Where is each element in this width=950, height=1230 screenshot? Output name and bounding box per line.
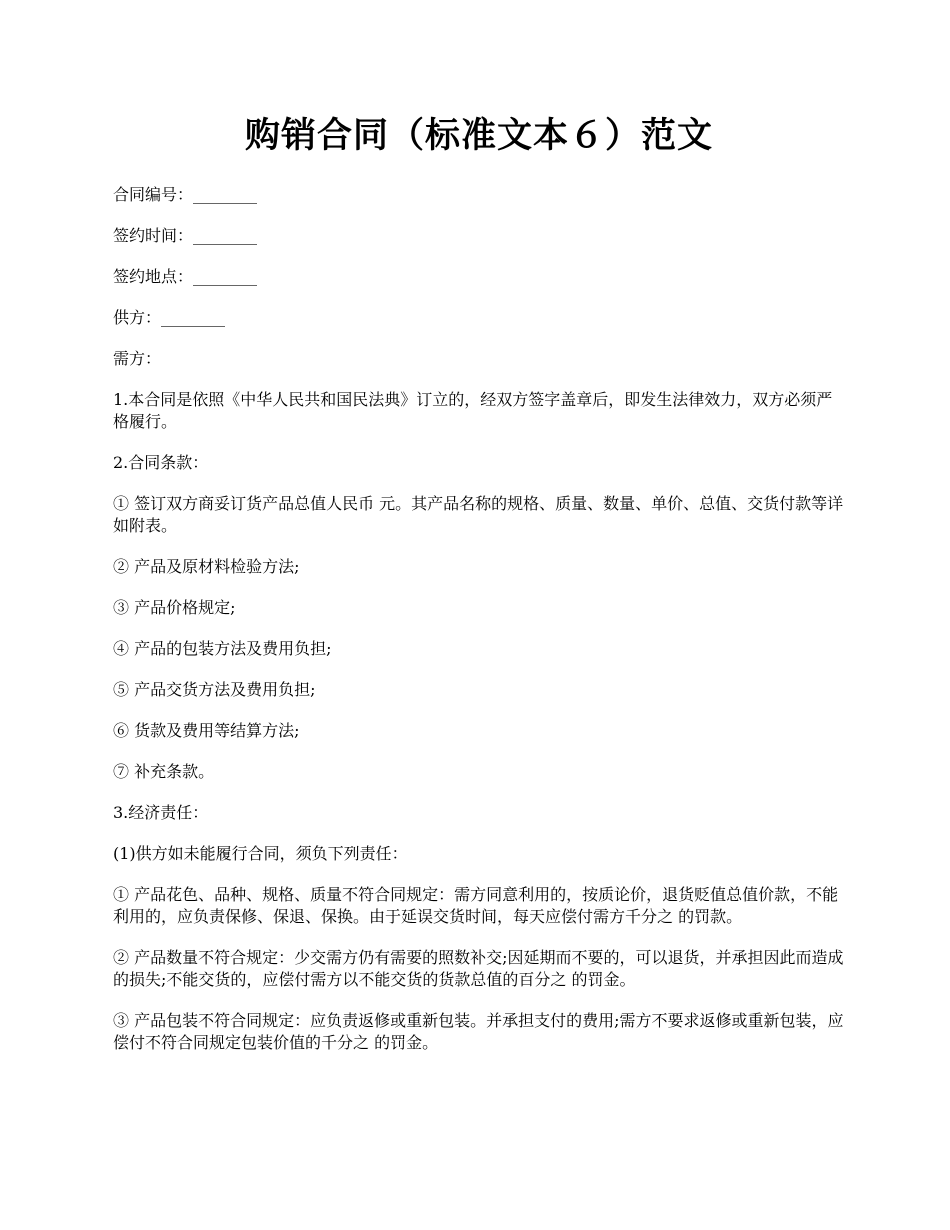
clause-2-heading: 2.合同条款： [113, 453, 209, 472]
clause-2-item: ③ 产品价格规定; [113, 598, 236, 617]
clause-1: 1.本合同是依照《中华人民共和国民法典》订立的，经双方签字盖章后，即发生法律效力，双方必须严格履行。 [113, 390, 833, 431]
clause-3-heading: 3.经济责任： [113, 803, 209, 822]
sign-place-field: 签约地点：________ [113, 267, 258, 286]
clause-3-item: ② 产品数量不符合规定：少交需方仍有需要的照数补交;因延期而不要的，可以退货，并承担因此而造成的损失;不能交货的，应偿付需方以不能交货的货款总值的百分之 的罚金。 [113, 948, 844, 989]
clause-2-item: ① 签订双方商妥订货产品总值人民币 元。其产品名称的规格、质量、数量、单价、总值、交货付款等详如附表。 [113, 494, 844, 535]
clause-3-item: ③ 产品包装不符合同规定：应负责返修或重新包装。并承担支付的费用;需方不要求返修或重新包装，应偿付不符合同规定包装价值的千分之 的罚金。 [113, 1011, 844, 1052]
clause-3-sub1-heading: (1)供方如未能履行合同，须负下列责任： [113, 844, 408, 863]
supplier-field: 供方：________ [113, 308, 226, 327]
buyer-field: 需方： [113, 349, 162, 368]
document-page [113, 110, 845, 1073]
clause-2-item: ⑦ 补充条款。 [113, 762, 215, 781]
contract-number-field: 合同编号：________ [113, 185, 258, 204]
clause-2-item: ⑤ 产品交货方法及费用负担; [113, 680, 316, 699]
clause-2-item: ④ 产品的包装方法及费用负担; [113, 639, 332, 658]
clause-3-item: ① 产品花色、品种、规格、质量不符合同规定：需方同意利用的，按质论价，退货贬值总值价款，不能利用的，应负责保修、保退、保换。由于延误交货时间，每天应偿付需方千分之 的罚款。 [113, 885, 839, 926]
sign-time-field: 签约时间：________ [113, 226, 258, 245]
document-title: 购销合同（标准文本６）范文 [244, 115, 713, 156]
clause-2-item: ② 产品及原材料检验方法; [113, 557, 300, 576]
clause-2-item: ⑥ 货款及费用等结算方法; [113, 721, 300, 740]
